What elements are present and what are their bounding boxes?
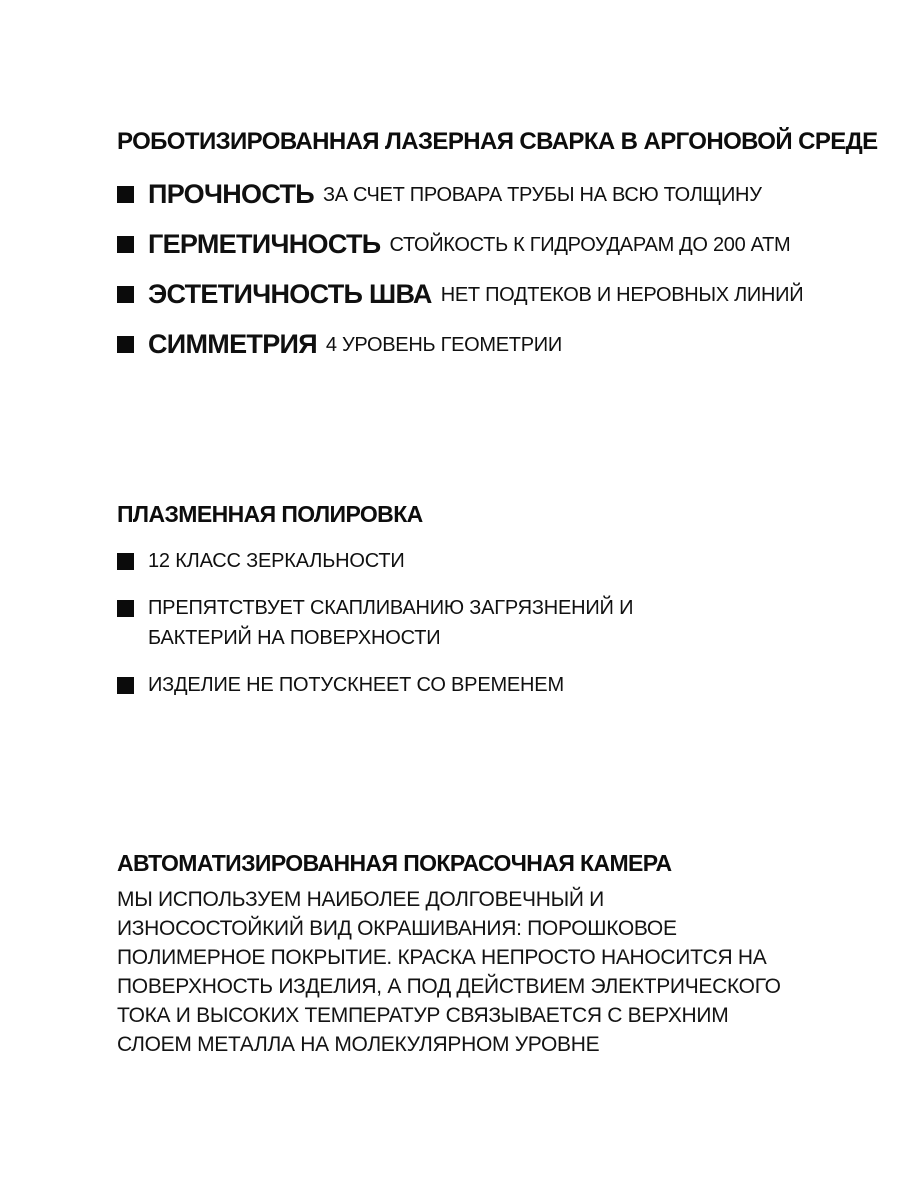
paragraph-line: МЫ ИСПОЛЬЗУЕМ НАИБОЛЕЕ ДОЛГОВЕЧНЫЙ И xyxy=(117,888,604,911)
bullet-line: БАКТЕРИЙ НА ПОВЕРХНОСТИ xyxy=(148,627,441,649)
bullet-square-icon xyxy=(117,677,134,694)
section-title-paint-chamber: АВТОМАТИЗИРОВАННАЯ ПОКРАСОЧНАЯ КАМЕРА xyxy=(117,850,672,876)
bullet-list xyxy=(117,550,842,700)
feature-text: НЕТ ПОДТЕКОВ И НЕРОВНЫХ ЛИНИЙ xyxy=(440,283,804,306)
bullet-text xyxy=(148,546,405,576)
feature-text: ЗА СЧЕТ ПРОВАРА ТРУБЫ НА ВСЮ ТОЛЩИНУ xyxy=(322,183,762,206)
bullet-square-icon xyxy=(117,336,134,353)
bullet-text xyxy=(148,593,633,653)
paint-chamber-paragraph xyxy=(117,885,842,1059)
list-item xyxy=(117,674,842,700)
bullet-text xyxy=(148,670,564,700)
list-item xyxy=(117,279,842,309)
paragraph-line: СЛОЕМ МЕТАЛЛА НА МОЛЕКУЛЯРНОМ УРОВНЕ xyxy=(117,1033,600,1056)
section-title-plasma-polishing: ПЛАЗМЕННАЯ ПОЛИРОВКА xyxy=(117,501,423,527)
bullet-line: ПРЕПЯТСТВУЕТ СКАПЛИВАНИЮ ЗАГРЯЗНЕНИЙ И xyxy=(148,597,634,619)
list-item xyxy=(117,329,842,359)
bullet-square-icon xyxy=(117,600,134,617)
feature-list xyxy=(117,179,842,359)
feature-lead: ГЕРМЕТИЧНОСТЬ xyxy=(148,229,381,259)
paragraph-line: ПОВЕРХНОСТЬ ИЗДЕЛИЯ, А ПОД ДЕЙСТВИЕМ ЭЛЕКТРИЧЕСКОГО xyxy=(117,975,781,998)
section-plasma-polishing xyxy=(117,503,842,700)
list-item xyxy=(117,229,842,259)
section-paint-chamber xyxy=(117,852,842,1059)
feature-text: СТОЙКОСТЬ К ГИДРОУДАРАМ ДО 200 АТМ xyxy=(389,233,791,256)
feature-lead: ЭСТЕТИЧНОСТЬ ШВА xyxy=(148,279,432,309)
list-item xyxy=(117,179,842,209)
paragraph-line: ТОКА И ВЫСОКИХ ТЕМПЕРАТУР СВЯЗЫВАЕТСЯ С ВЕРХНИМ xyxy=(117,1004,729,1027)
list-item xyxy=(117,597,842,653)
bullet-square-icon xyxy=(117,236,134,253)
list-item xyxy=(117,550,842,576)
bullet-line: ИЗДЕЛИЕ НЕ ПОТУСКНЕЕТ СО ВРЕМЕНЕМ xyxy=(148,674,564,696)
feature-lead: СИММЕТРИЯ xyxy=(148,329,317,359)
paragraph-line: ИЗНОСОСТОЙКИЙ ВИД ОКРАШИВАНИЯ: ПОРОШКОВОЕ xyxy=(117,917,677,940)
section-title-laser-welding: РОБОТИЗИРОВАННАЯ ЛАЗЕРНАЯ СВАРКА В АРГОНОВОЙ СРЕДЕ xyxy=(117,128,878,155)
feature-text: 4 УРОВЕНЬ ГЕОМЕТРИИ xyxy=(325,333,562,356)
paragraph-line: ПОЛИМЕРНОЕ ПОКРЫТИЕ. КРАСКА НЕПРОСТО НАНОСИТСЯ НА xyxy=(117,946,767,969)
section-laser-welding xyxy=(117,128,878,359)
feature-lead: ПРОЧНОСТЬ xyxy=(148,179,314,209)
bullet-square-icon xyxy=(117,186,134,203)
bullet-line: 12 КЛАСС ЗЕРКАЛЬНОСТИ xyxy=(148,550,405,572)
bullet-square-icon xyxy=(117,553,134,570)
bullet-square-icon xyxy=(117,286,134,303)
